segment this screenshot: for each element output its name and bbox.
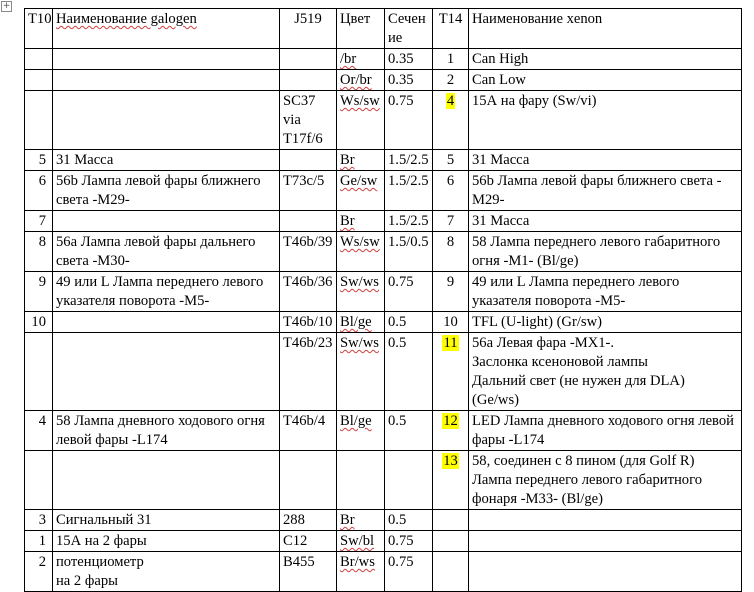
cell-j519 <box>280 333 337 411</box>
table-row <box>25 91 742 150</box>
cell-t14 <box>433 510 469 531</box>
cell-name-xenon <box>469 70 742 91</box>
cell-name-xenon-text: 56a Левая фара -MX1-. Заслонка ксеноновой лампы Дальний свет (не нужен для DLA) (Ge/ws) <box>472 335 685 408</box>
cell-t14-text: 7 <box>446 213 455 229</box>
cell-section-text: 1.5/0.5 <box>388 234 429 250</box>
cell-name-xenon-text: 31 Масса <box>472 152 530 168</box>
cell-t10-text: 4 <box>38 413 46 429</box>
cell-section <box>385 552 433 592</box>
cell-name-halogen <box>53 312 280 333</box>
cell-name-halogen <box>53 70 280 91</box>
cell-name-halogen-text: 31 Масса <box>56 152 114 168</box>
cell-t10 <box>25 91 53 150</box>
cell-color <box>337 411 385 451</box>
cell-name-xenon <box>469 232 742 272</box>
cell-color <box>337 232 385 272</box>
cell-name-xenon-text: 31 Масса <box>472 213 530 229</box>
cell-t10-text: 6 <box>38 173 46 189</box>
cell-j519 <box>280 150 337 171</box>
cell-name-halogen-text: Сигнальный 31 <box>56 512 152 528</box>
cell-j519-text: B455 <box>283 554 315 570</box>
cell-color-text: Sw/bl <box>340 533 375 549</box>
cell-section-text: 0.5 <box>388 512 407 528</box>
header-color: Цвет <box>337 9 385 49</box>
cell-color <box>337 91 385 150</box>
header-section: Сечение <box>385 9 433 49</box>
table-row <box>25 150 742 171</box>
cell-section <box>385 232 433 272</box>
cell-t14-text: 10 <box>443 314 458 330</box>
cell-t10-text: 7 <box>38 213 46 229</box>
cell-color <box>337 49 385 70</box>
cell-j519 <box>280 411 337 451</box>
cell-section-text: 1.5/2.5 <box>388 173 429 189</box>
table-row <box>25 411 742 451</box>
cell-color <box>337 510 385 531</box>
cell-color <box>337 333 385 411</box>
table-body <box>25 49 742 592</box>
cell-color-text: Bl/ge <box>340 413 372 429</box>
cell-section <box>385 510 433 531</box>
cell-section-text: 0.75 <box>388 554 414 570</box>
cell-t10 <box>25 272 53 312</box>
cell-j519-text: T73c/5 <box>283 173 325 189</box>
cell-j519 <box>280 272 337 312</box>
cell-name-halogen <box>53 232 280 272</box>
cell-name-xenon-text: 58 Лампа переднего левого габаритного огня -M1- (Bl/ge) <box>472 234 721 269</box>
table-row <box>25 552 742 592</box>
cell-t10-text: 3 <box>38 512 46 528</box>
table-row <box>25 333 742 411</box>
cell-color-text: Br <box>340 152 355 168</box>
cell-name-xenon <box>469 451 742 510</box>
cell-t14 <box>433 531 469 552</box>
cell-color-text: Br <box>340 512 355 528</box>
cell-color-text: Bl/ge <box>340 314 372 330</box>
cell-t10 <box>25 70 53 91</box>
cell-color-text: Sw/ws <box>340 335 379 351</box>
cell-j519-text: T46b/36 <box>283 274 333 290</box>
cell-name-halogen-text: 58 Лампа дневного ходового огня левой фары -L174 <box>56 413 265 448</box>
cell-j519-text: C12 <box>283 533 308 549</box>
cell-section <box>385 91 433 150</box>
cell-color <box>337 531 385 552</box>
cell-section-text: 0.75 <box>388 274 414 290</box>
cell-section-text: 0.5 <box>388 413 407 429</box>
cell-t14 <box>433 333 469 411</box>
cell-color <box>337 150 385 171</box>
cell-color <box>337 451 385 510</box>
cell-name-halogen <box>53 552 280 592</box>
header-row <box>25 9 742 49</box>
header-t14: T14 <box>433 9 469 49</box>
cell-j519-text: T46b/23 <box>283 335 333 351</box>
cell-t14 <box>433 411 469 451</box>
cell-name-halogen <box>53 531 280 552</box>
cell-name-halogen <box>53 510 280 531</box>
table-row <box>25 211 742 232</box>
header-name-halogen <box>53 9 280 49</box>
cell-t10 <box>25 510 53 531</box>
cell-color-text: Ws/sw <box>340 234 380 250</box>
cell-name-xenon-text: 15А на фару (Sw/vi) <box>472 93 597 109</box>
cell-color <box>337 171 385 211</box>
cell-name-halogen <box>53 211 280 232</box>
cell-t10 <box>25 150 53 171</box>
cell-name-halogen-text: 49 или L Лампа переднего левого указателя поворота -M5- <box>56 274 264 309</box>
cell-name-xenon-text: Can High <box>472 51 529 67</box>
cell-j519 <box>280 49 337 70</box>
cell-section-text: 0.75 <box>388 533 414 549</box>
cell-name-xenon <box>469 411 742 451</box>
table-row <box>25 272 742 312</box>
cell-name-halogen-text: 15А на 2 фары <box>56 533 147 549</box>
cell-section-text: 0.75 <box>388 93 414 109</box>
cell-t10 <box>25 232 53 272</box>
cell-j519 <box>280 91 337 150</box>
cell-name-halogen <box>53 272 280 312</box>
cell-name-xenon <box>469 312 742 333</box>
cell-t14 <box>433 552 469 592</box>
cell-j519 <box>280 312 337 333</box>
cell-section <box>385 531 433 552</box>
cell-name-xenon-text: Can Low <box>472 72 526 88</box>
cell-j519 <box>280 70 337 91</box>
cell-section <box>385 49 433 70</box>
cell-j519 <box>280 552 337 592</box>
table-row <box>25 171 742 211</box>
header-t10: T10 <box>25 9 53 49</box>
cell-t14-text: 12 <box>443 413 458 429</box>
cell-color-text: Sw/ws <box>340 274 379 290</box>
cell-t10-text: 8 <box>38 234 46 250</box>
cell-j519 <box>280 211 337 232</box>
cell-name-halogen-text: потенциометр на 2 фары <box>56 554 144 589</box>
cell-t10-text: 5 <box>38 152 46 168</box>
cell-name-xenon-text: TFL (U-light) (Gr/sw) <box>472 314 602 330</box>
cell-name-halogen-text: 56a Лампа левой фары дальнего света -M30- <box>56 234 256 269</box>
cell-j519 <box>280 171 337 211</box>
cell-name-xenon <box>469 272 742 312</box>
cell-j519 <box>280 531 337 552</box>
cell-section-text: 1.5/2.5 <box>388 152 429 168</box>
table-row <box>25 232 742 272</box>
cell-name-halogen <box>53 91 280 150</box>
cell-color-text: /br <box>340 51 357 67</box>
cell-name-xenon <box>469 552 742 592</box>
cell-color <box>337 211 385 232</box>
cell-t10 <box>25 171 53 211</box>
cell-t14 <box>433 272 469 312</box>
wiring-table <box>24 8 742 592</box>
cell-j519 <box>280 232 337 272</box>
cell-t10 <box>25 411 53 451</box>
cell-t14-text: 8 <box>446 234 455 250</box>
cell-name-xenon <box>469 333 742 411</box>
cell-j519 <box>280 510 337 531</box>
cell-section <box>385 70 433 91</box>
cell-t14-text: 1 <box>446 51 455 67</box>
cell-section <box>385 150 433 171</box>
cell-name-halogen <box>53 451 280 510</box>
table-row <box>25 451 742 510</box>
cell-t14 <box>433 211 469 232</box>
cell-t14 <box>433 150 469 171</box>
cell-j519-text: T46b/39 <box>283 234 333 250</box>
cell-t14-text: 5 <box>446 152 455 168</box>
cell-name-halogen <box>53 333 280 411</box>
cell-j519-text: SC37 via T17f/6 <box>283 93 323 147</box>
cell-color <box>337 312 385 333</box>
cell-name-halogen <box>53 49 280 70</box>
cell-name-halogen-text: 56b Лампа левой фары ближнего света -M29- <box>56 173 261 208</box>
cell-t10-text: 1 <box>38 533 46 549</box>
table-row <box>25 510 742 531</box>
cell-name-xenon <box>469 150 742 171</box>
cell-j519-text: T46b/4 <box>283 413 326 429</box>
cell-t10-text: 9 <box>38 274 46 290</box>
cell-t10-text: 2 <box>38 554 46 570</box>
cell-color-text: Br/ws <box>340 554 375 570</box>
cell-t14 <box>433 232 469 272</box>
cell-color <box>337 552 385 592</box>
cell-name-xenon <box>469 510 742 531</box>
cell-t14 <box>433 451 469 510</box>
header-j519: J519 <box>280 9 337 49</box>
cell-color <box>337 70 385 91</box>
table-row <box>25 531 742 552</box>
cell-t10 <box>25 211 53 232</box>
cell-name-xenon-text: 49 или L Лампа переднего левого указателя поворота -M5- <box>472 274 680 309</box>
table-row <box>25 49 742 70</box>
cell-section <box>385 411 433 451</box>
cell-section-text: 0.5 <box>388 335 407 351</box>
table-row <box>25 70 742 91</box>
cell-color <box>337 272 385 312</box>
cell-j519 <box>280 451 337 510</box>
cell-t14 <box>433 49 469 70</box>
cell-section <box>385 333 433 411</box>
cell-color-text: Ws/sw <box>340 93 380 109</box>
cell-color-text: Br <box>340 213 355 229</box>
cell-t14-text: 11 <box>443 335 458 351</box>
table-move-handle-icon[interactable]: + <box>2 1 11 11</box>
cell-t14-text: 13 <box>443 453 458 469</box>
cell-t14 <box>433 171 469 211</box>
cell-t14-text: 6 <box>446 173 455 189</box>
cell-name-halogen <box>53 150 280 171</box>
cell-color-text: Or/br <box>340 72 372 88</box>
cell-t14 <box>433 70 469 91</box>
cell-section <box>385 211 433 232</box>
cell-section <box>385 171 433 211</box>
cell-t14 <box>433 91 469 150</box>
cell-t10 <box>25 451 53 510</box>
cell-t10 <box>25 531 53 552</box>
cell-color-text: Ge/sw <box>340 173 378 189</box>
cell-name-xenon-text: 58, соединен с 8 пином (для Golf R) Лампа переднего левого габаритного фонаря -M33- (Bl/ge) <box>472 453 702 507</box>
cell-t10 <box>25 333 53 411</box>
cell-section <box>385 272 433 312</box>
cell-j519-text: 288 <box>283 512 305 528</box>
cell-t10 <box>25 312 53 333</box>
header-name-halogen-word: galogen <box>150 11 197 27</box>
cell-name-xenon <box>469 91 742 150</box>
table-row <box>25 312 742 333</box>
cell-name-xenon-text: LED Лампа дневного ходового огня левой фары -L174 <box>472 413 734 448</box>
cell-t14 <box>433 312 469 333</box>
cell-section-text: 0.35 <box>388 51 414 67</box>
cell-section-text: 1.5/2.5 <box>388 213 429 229</box>
header-name-xenon: Наименование xenon <box>469 9 742 49</box>
cell-name-halogen <box>53 411 280 451</box>
cell-j519-text: T46b/10 <box>283 314 333 330</box>
cell-name-xenon-text: 56b Лампа левой фары ближнего света -M29- <box>472 173 722 208</box>
cell-t14-text: 2 <box>446 72 455 88</box>
cell-name-xenon <box>469 171 742 211</box>
cell-section-text: 0.5 <box>388 314 407 330</box>
cell-name-xenon <box>469 211 742 232</box>
cell-section <box>385 312 433 333</box>
cell-t10-text: 10 <box>31 314 46 330</box>
cell-name-halogen <box>53 171 280 211</box>
cell-t10 <box>25 552 53 592</box>
header-name-halogen-prefix: Наименование <box>56 11 151 27</box>
cell-t10 <box>25 49 53 70</box>
cell-section <box>385 451 433 510</box>
cell-t14-text: 4 <box>446 93 455 109</box>
cell-name-xenon <box>469 531 742 552</box>
cell-name-xenon <box>469 49 742 70</box>
cell-t14-text: 9 <box>446 274 455 290</box>
cell-section-text: 0.35 <box>388 72 414 88</box>
